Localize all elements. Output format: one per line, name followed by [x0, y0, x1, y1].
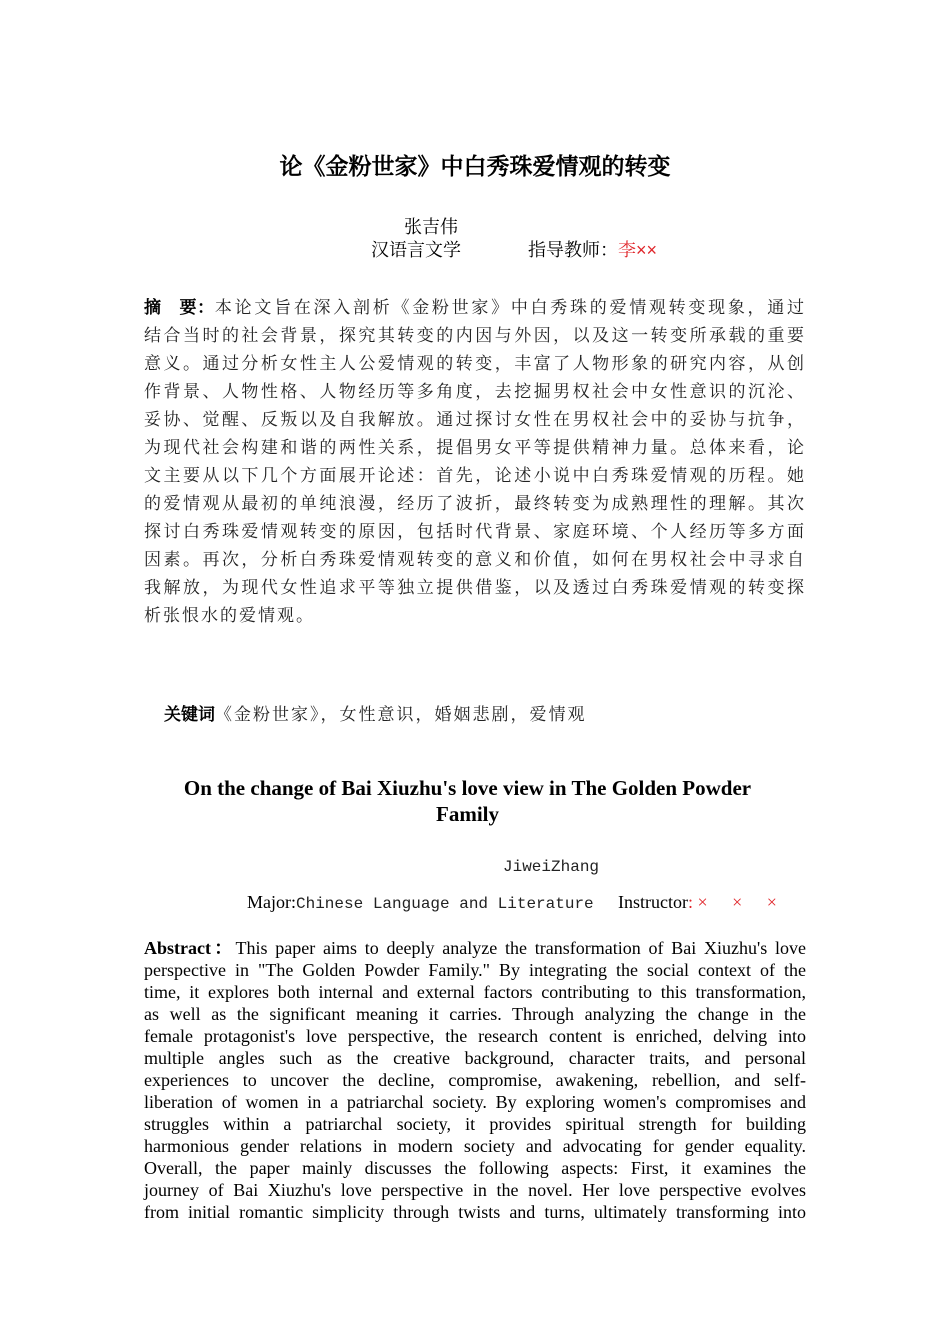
abstract-line: 文主要从以下几个方面展开论述：首先，论述小说中白秀珠爱情观的历程。她	[144, 466, 806, 485]
abstract-text: This paper aims to deeply analyze the transformation of Bai Xiuzhu's love	[235, 938, 806, 958]
instructor-colon: :	[687, 892, 693, 912]
advisor-chinese	[528, 236, 657, 262]
abstract-line: 我解放，为现代女性追求平等独立提供借鉴，以及透过白秀珠爱情观的转变探	[144, 578, 806, 597]
advisor-name: 李××	[618, 240, 658, 260]
abstract-line: from initial romantic simplicity through twists and turns, ultimately transforming into	[144, 1202, 806, 1222]
abstract-line: 的爱情观从最初的单纯浪漫，经历了波折，最终转变为成熟理性的理解。其次	[144, 494, 806, 513]
abstract-line: multiple angles such as the creative background, character traits, and personal	[144, 1048, 806, 1068]
author-name-chinese: 张吉伟	[404, 217, 458, 237]
author-name-english: JiweiZhang	[503, 858, 600, 876]
abstract-line: female protagonist's love perspective, the research content is enriched, delving into	[144, 1026, 806, 1046]
abstract-line: time, it explores both internal and external factors contributing to this transformation,	[144, 982, 806, 1002]
abstract-line: experiences to uncover the decline, compromise, awakening, rebellion, and self-	[144, 1070, 806, 1090]
abstract-line: liberation of women in a patriarchal society. By exploring women's compromises and	[144, 1092, 806, 1112]
keywords-chinese	[164, 700, 587, 725]
major-chinese: 汉语言文学	[371, 240, 461, 260]
abstract-label: 摘 要：	[144, 298, 215, 317]
page-title-chinese: 论《金粉世家》中白秀珠爱情观的转变	[279, 153, 671, 179]
page-title-english: On the change of Bai Xiuzhu's love view in The Golden Powder Family	[183, 776, 752, 826]
keywords-label: 关键词	[164, 705, 215, 724]
abstract-line: as well as the significant meaning it carries. Through analyzing the change in the	[144, 1004, 806, 1024]
abstract-line: struggles within a patriarchal society, it provides spiritual strength for building	[144, 1114, 806, 1134]
abstract-line: 结合当时的社会背景，探究其转变的内因与外因，以及这一转变所承载的重要	[144, 326, 806, 345]
abstract-line: perspective in "The Golden Powder Family." By integrating the social context of the	[144, 960, 806, 980]
abstract-line: harmonious gender relations in modern society and advocating for gender equality.	[144, 1136, 806, 1156]
abstract-line: journey of Bai Xiuzhu's love perspective in the novel. Her love perspective evolves	[144, 1180, 806, 1200]
abstract-line: 为现代社会构建和谐的两性关系，提倡男女平等提供精神力量。总体来看，论	[144, 438, 806, 457]
abstract-text: 本论文旨在深入剖析《金粉世家》中白秀珠的爱情观转变现象，通过	[214, 298, 807, 317]
abstract-chinese	[144, 294, 806, 630]
abstract-label: Abstract：	[144, 938, 236, 958]
abstract-line: Overall, the paper mainly discusses the following aspects: First, it examines the	[144, 1158, 806, 1178]
major-label: Major:	[247, 892, 296, 912]
abstract-line	[144, 294, 806, 322]
abstract-line: 探讨白秀珠爱情观转变的原因，包括时代背景、家庭环境、个人经历等多方面	[144, 522, 806, 541]
instructor-english	[618, 892, 787, 913]
abstract-line: 因素。再次，分析白秀珠爱情观转变的意义和价值，如何在男权社会中寻求自	[144, 550, 806, 569]
major-value: Chinese Language and Literature	[296, 895, 594, 913]
abstract-english	[144, 937, 806, 1223]
keywords-text: 《金粉世家》，女性意识，婚姻悲剧，爱情观	[215, 705, 587, 724]
abstract-line	[144, 937, 806, 959]
instructor-label: Instructor	[618, 892, 688, 912]
instructor-name: × × ×	[697, 892, 787, 912]
abstract-line: 妥协、觉醒、反叛以及自我解放。通过探讨女性在男权社会中的妥协与抗争，	[144, 410, 806, 429]
abstract-line: 意义。通过分析女性主人公爱情观的转变，丰富了人物形象的研究内容，从创	[144, 354, 806, 373]
major-english	[247, 892, 594, 913]
abstract-line: 析张恨水的爱情观。	[144, 606, 315, 625]
advisor-label: 指导教师：	[528, 240, 618, 260]
abstract-line: 作背景、人物性格、人物经历等多角度，去挖掘男权社会中女性意识的沉沦、	[144, 382, 806, 401]
